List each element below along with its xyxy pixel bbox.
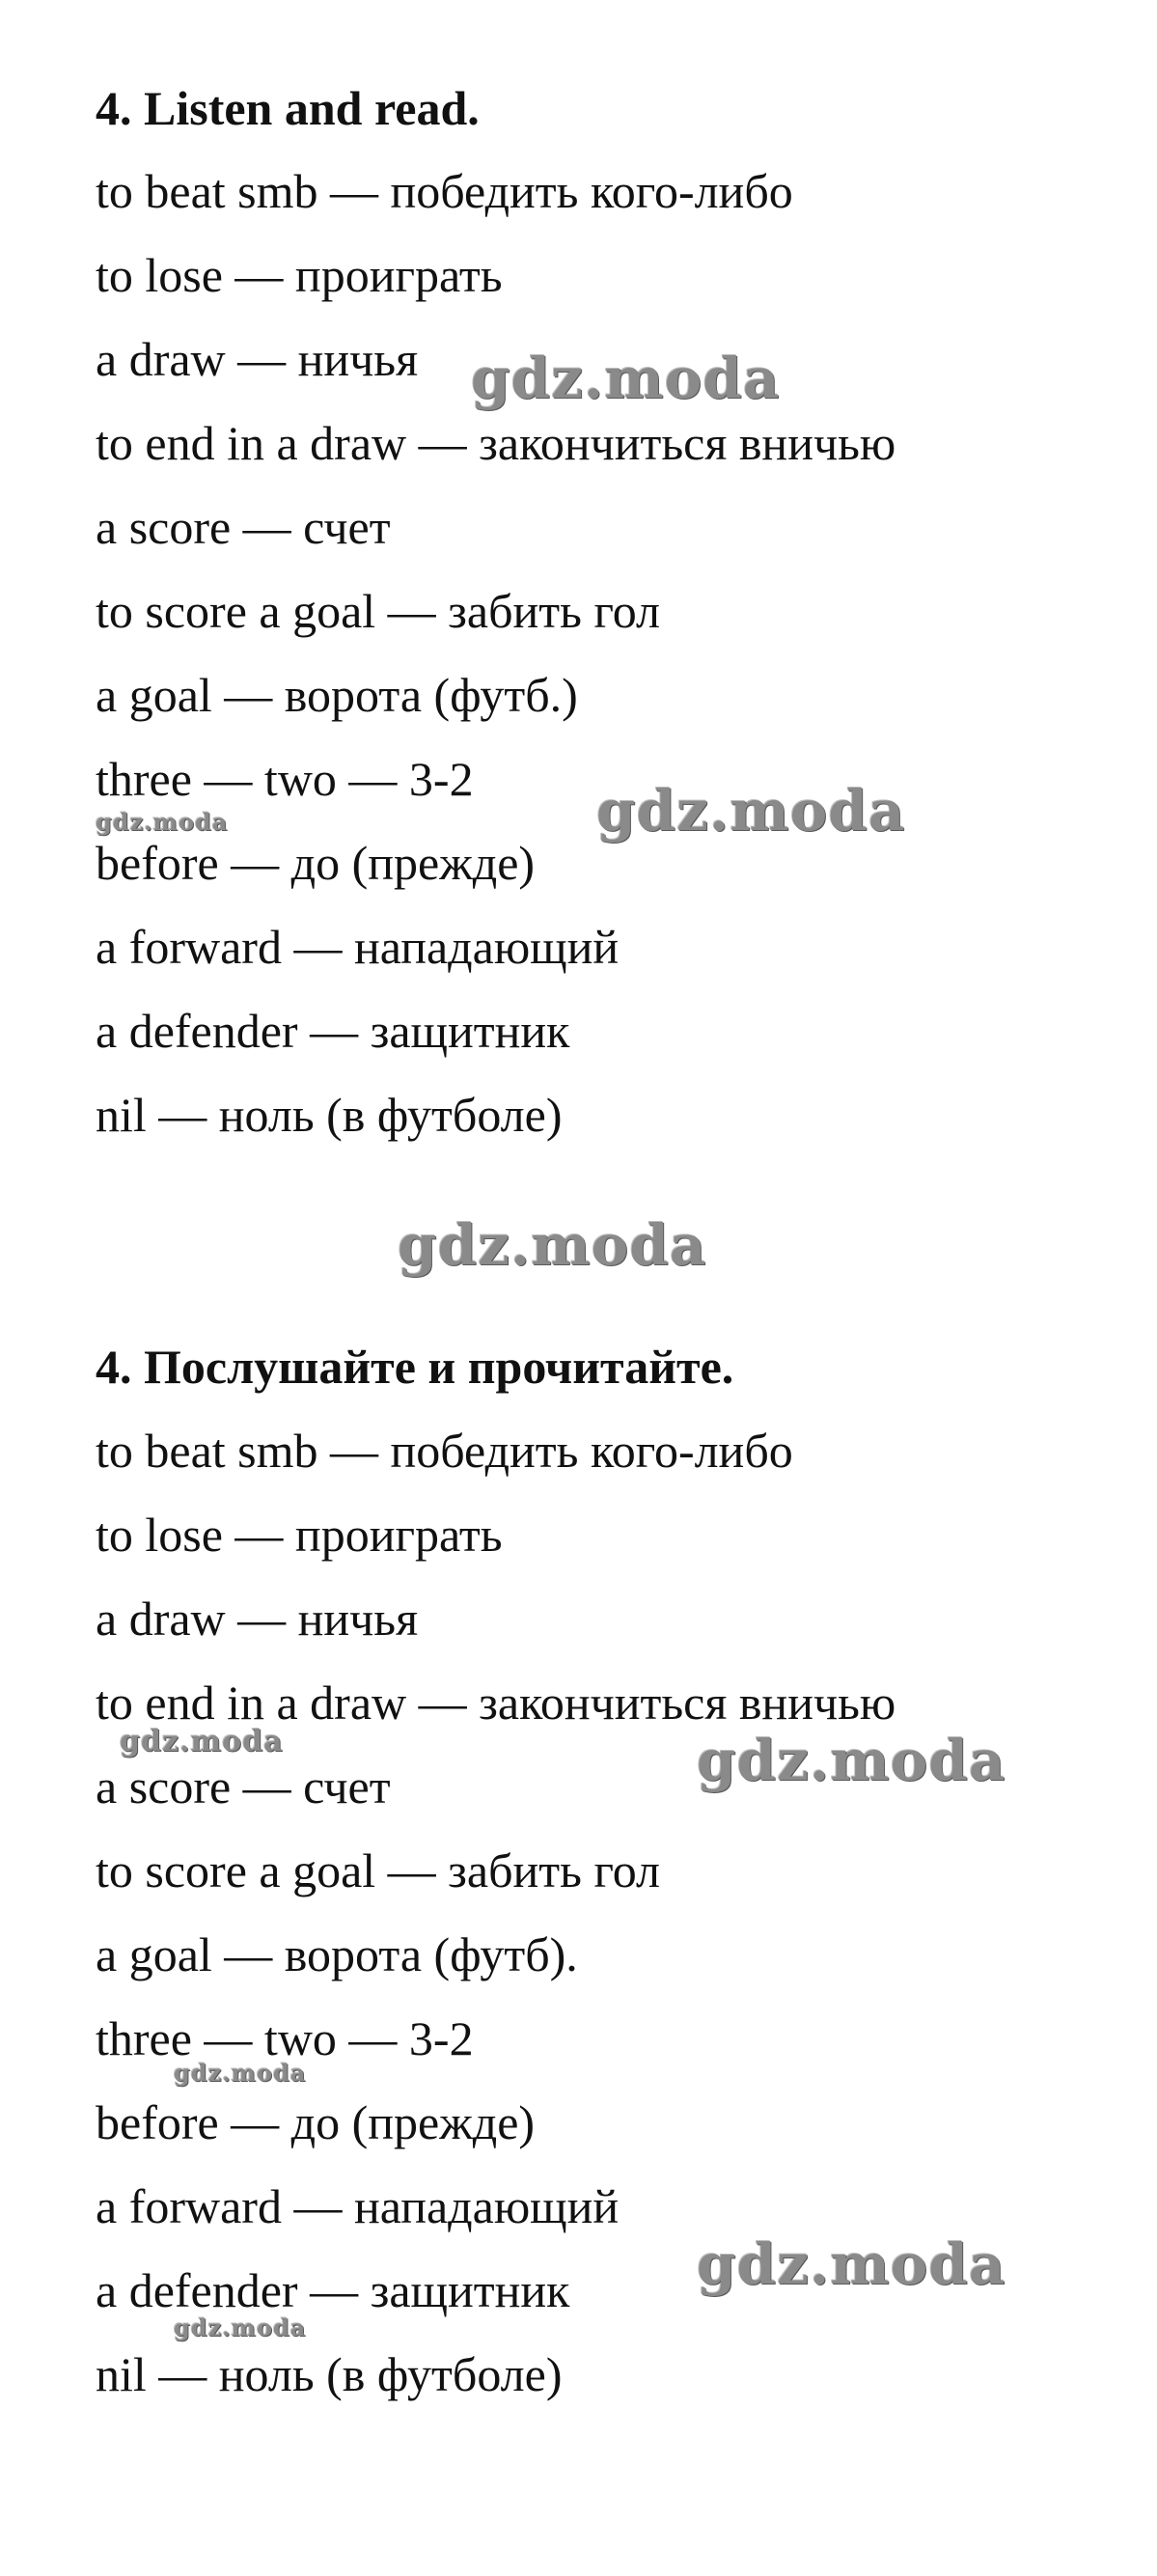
watermark: gdz.moda <box>471 346 781 411</box>
vocab-line: to score a goal — забить гол <box>96 584 661 638</box>
watermark: gdz.moda <box>697 2231 1006 2297</box>
vocab-line: before — до (прежде) <box>96 2095 536 2149</box>
vocab-line: a goal — ворота (футб). <box>96 1927 578 1981</box>
vocab-line: a goal — ворота (футб.) <box>96 668 578 722</box>
section-heading-ru: 4. Послушайте и прочитайте. <box>96 1340 734 1394</box>
vocab-line: to score a goal — забить гол <box>96 1843 661 1897</box>
watermark: gdz.moda <box>96 808 229 836</box>
vocab-line: nil — ноль (в футболе) <box>96 2347 563 2401</box>
vocab-line: a score — счет <box>96 500 391 554</box>
vocab-line: to end in a draw — закончиться вничью <box>96 1676 896 1730</box>
watermark: gdz.moda <box>697 1728 1006 1793</box>
watermark: gdz.moda <box>398 1212 707 1278</box>
vocab-line: a score — счет <box>96 1759 391 1814</box>
vocab-line: nil — ноль (в футболе) <box>96 1088 563 1142</box>
vocab-line: three — two — 3-2 <box>96 752 474 806</box>
vocab-line: to lose — проиграть <box>96 248 503 302</box>
vocab-line: a draw — ничья <box>96 332 419 386</box>
vocab-line: before — до (прежде) <box>96 836 536 890</box>
vocab-line: to beat smb — победить кого-либо <box>96 1424 793 1478</box>
watermark: gdz.moda <box>174 2313 307 2341</box>
vocab-line: a draw — ничья <box>96 1592 419 1646</box>
vocab-line: a defender — защитник <box>96 1004 570 1058</box>
section-heading-en: 4. Listen and read. <box>96 81 480 135</box>
watermark: gdz.moda <box>120 1725 284 1759</box>
vocab-line: to lose — проиграть <box>96 1508 503 1562</box>
vocab-line: to end in a draw — закончиться вничью <box>96 416 896 470</box>
vocab-line: three — two — 3-2 <box>96 2011 474 2065</box>
watermark: gdz.moda <box>596 778 906 844</box>
vocab-line: a defender — защитник <box>96 2263 570 2317</box>
watermark: gdz.moda <box>174 2059 307 2087</box>
vocab-line: a forward — нападающий <box>96 920 620 974</box>
vocab-line: to beat smb — победить кого-либо <box>96 164 793 218</box>
vocab-line: a forward — нападающий <box>96 2179 620 2233</box>
